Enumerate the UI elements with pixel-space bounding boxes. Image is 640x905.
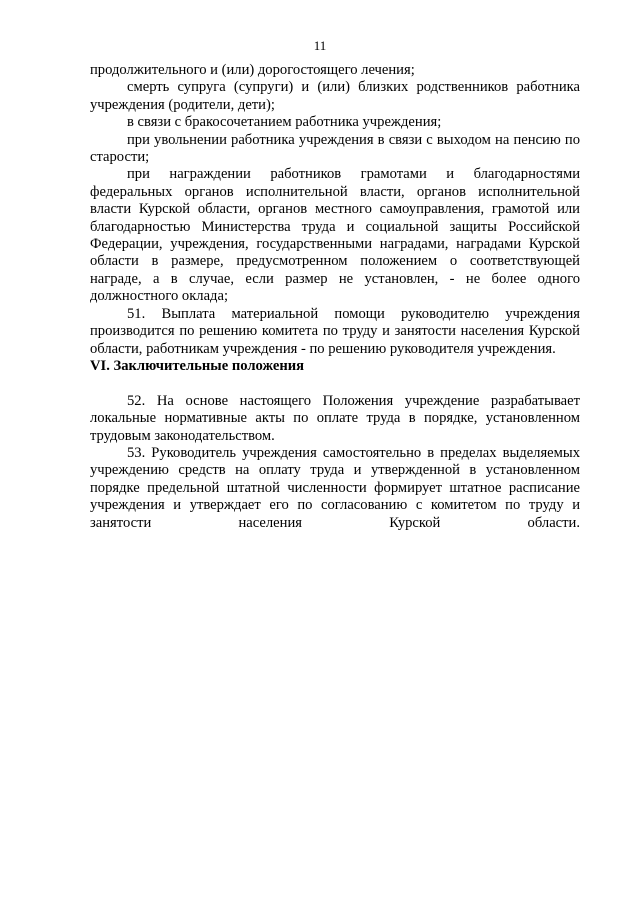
paragraph-smert: смерть супруга (супруги) и (или) близких родственников работника учреждения (родители, дети);	[90, 79, 580, 113]
paragraph-lechenie: продолжительного и (или) дорогостоящего лечения;	[90, 62, 415, 78]
page-number: 11	[313, 38, 327, 53]
paragraph-uvolnenie: при увольнении работника учреждения в связи с выходом на пенсию по старости;	[90, 131, 580, 166]
paragraph-brakosochetanie: в связи с бракосочетанием работника учреждения;	[127, 114, 442, 131]
paragraph-53: 53. Руководитель учреждения самостоятельно в пределах выделяемых учреждению средств на оплату труда и утвержденной в установленном порядке предельной штатной численности формирует штатное расписание учреждения и утверждает его по согласованию с комитетом по труду и занятости населения Курской области.	[90, 444, 580, 531]
section-heading: VI. Заключительные положения	[90, 357, 305, 374]
paragraph-51: 51. Выплата материальной помощи руководителю учреждения производится по решению комитета по труду и занятости населения Курской области, работникам учреждения - по решению руководителя учреждения.	[90, 305, 580, 357]
paragraph-nagrazhdenie: при награждении работников грамотами и благодарностями федеральных органов исполнительной власти, органов исполнительной власти Курской области, органов местного самоуправления, грамотой или благодарностью Министерства труда и социальной защиты Российской Федерации, учреждения, государственными наградами, наградами Курской области в размере, предусмотренном положением о соответствующей награде, а в случае, если размер не установлен, - не более одного должностного оклада;	[90, 166, 580, 305]
paragraph-52: 52. На основе настоящего Положения учреждение разрабатывает локальные нормативные акты по оплате труда в порядке, установленном трудовым законодательством.	[90, 392, 580, 444]
document-body	[90, 62, 580, 532]
